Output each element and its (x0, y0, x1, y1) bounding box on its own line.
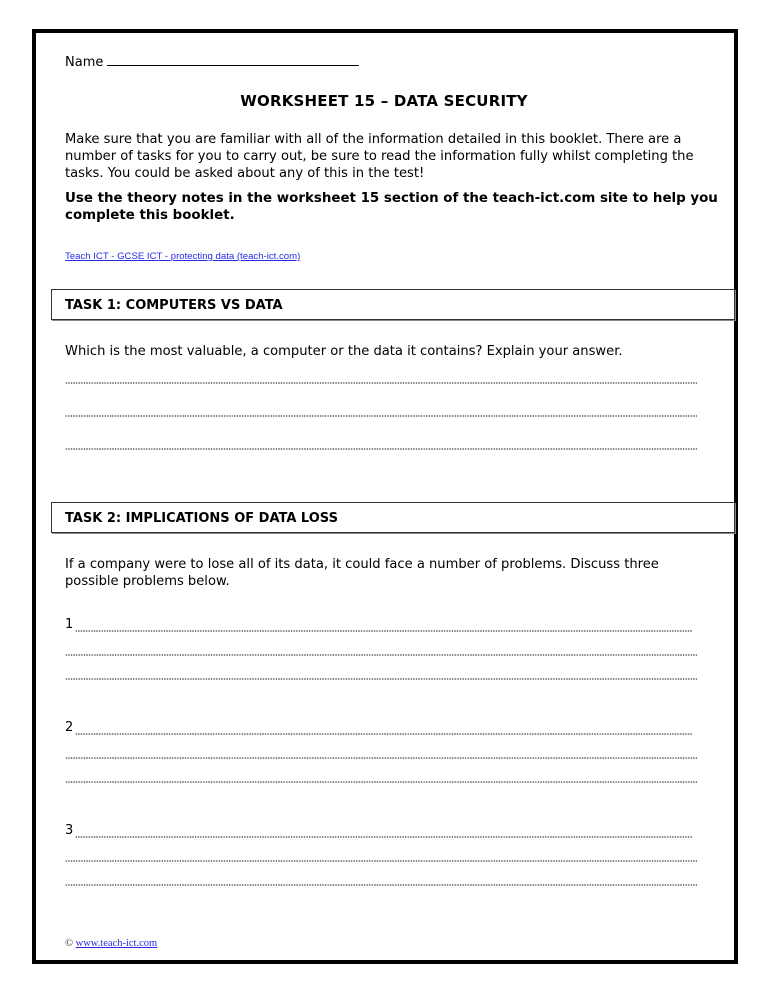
problem-3-number: 3 (65, 823, 74, 838)
problem-3-answer-line-1[interactable] (75, 836, 692, 838)
problem-1-answer-line-1[interactable] (75, 630, 692, 632)
problem-2-answer-line-1[interactable] (75, 733, 692, 735)
teach-ict-protecting-data-link[interactable]: Teach ICT - GCSE ICT - protecting data (teach-ict.com) (65, 251, 301, 262)
problem-3-answer-line-2[interactable] (65, 860, 697, 862)
problem-2-answer-line-2[interactable] (65, 757, 697, 759)
task-1-title: TASK 1: COMPUTERS VS DATA (65, 298, 283, 313)
problem-1-number: 1 (65, 617, 74, 632)
task-1-question: Which is the most valuable, a computer or the data it contains? Explain your answer. (65, 344, 623, 359)
theory-notes-instruction: Use the theory notes in the worksheet 15 section of the teach-ict.com site to help you complete this booklet. (65, 191, 718, 223)
problem-1-answer-line-3[interactable] (65, 678, 697, 680)
task-2-question: If a company were to lose all of its data, it could face a number of problems. Discuss three possible problems below. (65, 557, 659, 589)
problem-2-number: 2 (65, 720, 74, 735)
name-field-row (65, 53, 359, 70)
footer (65, 938, 157, 949)
problem-2-answer-line-3[interactable] (65, 781, 697, 783)
name-label: Name (65, 55, 104, 70)
task-1-header-box (51, 289, 735, 320)
task-1-answer-line-1[interactable] (65, 382, 697, 384)
task-2-title: TASK 2: IMPLICATIONS OF DATA LOSS (65, 511, 338, 526)
problem-1-answer-line-2[interactable] (65, 654, 697, 656)
name-input-line[interactable] (107, 53, 359, 66)
worksheet-title: WORKSHEET 15 – DATA SECURITY (240, 92, 528, 110)
intro-paragraph: Make sure that you are familiar with all of the information detailed in this booklet. There are a number of tasks for you to carry out, be sure to read the information fully whilst completing the tasks. You could be asked about any of this in the test! (65, 132, 694, 181)
copyright-icon: © (65, 938, 73, 949)
problem-3-answer-line-3[interactable] (65, 884, 697, 886)
task-2-header-box (51, 502, 735, 533)
task-1-answer-line-3[interactable] (65, 448, 697, 450)
task-1-answer-line-2[interactable] (65, 415, 697, 417)
teach-ict-footer-link[interactable]: www.teach-ict.com (75, 938, 158, 949)
